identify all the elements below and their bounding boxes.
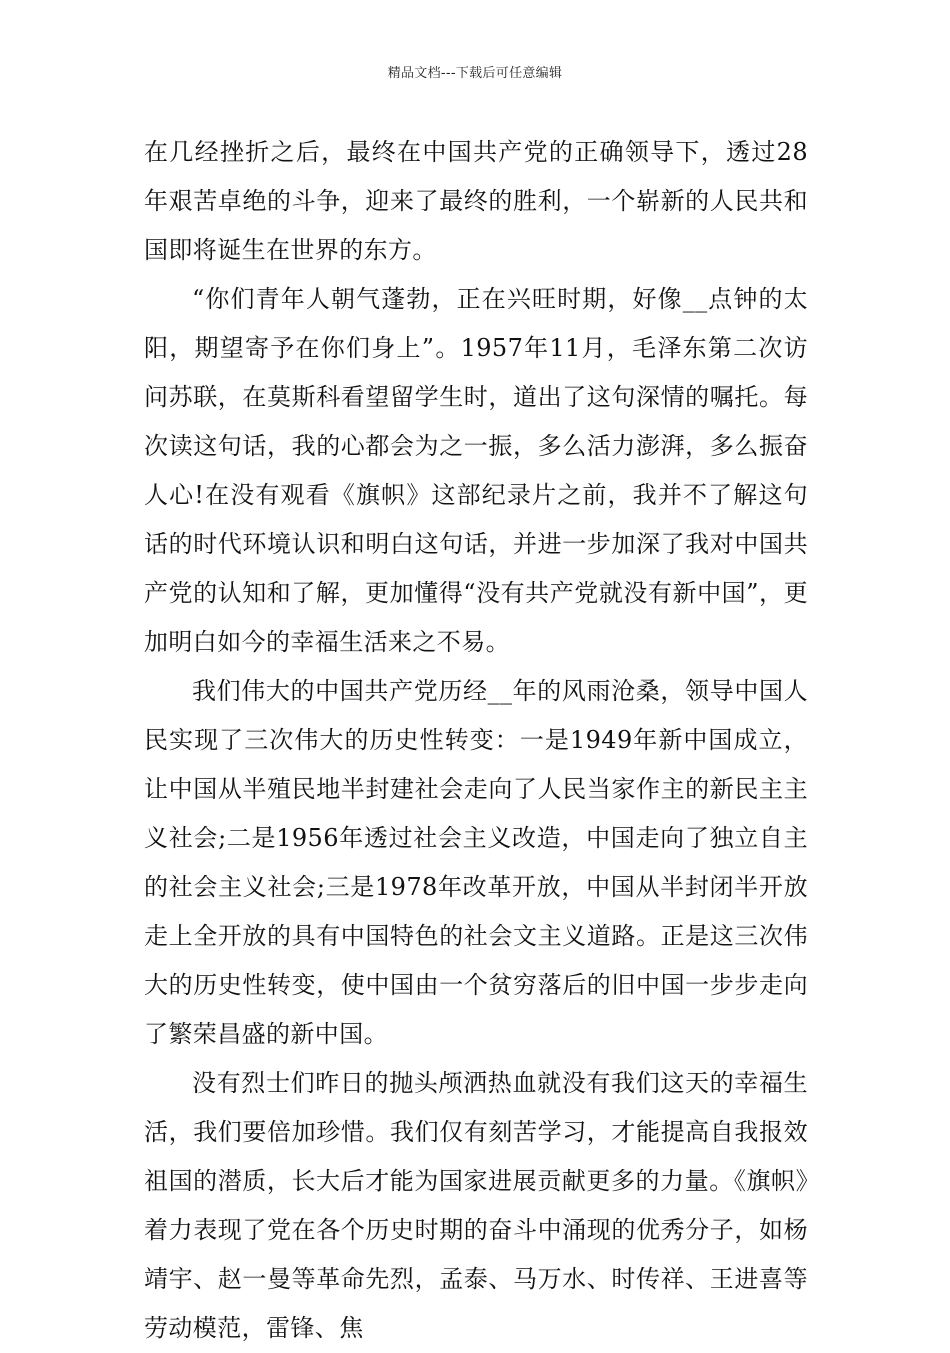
page-header: 精品文档---下载后可任意编辑 [387,66,563,81]
document-body [144,128,808,1353]
paragraph-4: 没有烈士们昨日的抛头颅洒热血就没有我们这天的幸福生活，我们要倍加珍惜。我们仅有刻苦学习，才能提高自我报效祖国的潜质，长大后才能为国家进展贡献更多的力量。《旗帜》着力表现了党在各个历史时期的奋斗中涌现的优秀分子，如杨靖宇、赵一曼等革命先烈，孟泰、马万水、时传祥、王进喜等劳动模范，雷锋、焦 [144,1069,808,1342]
paragraph-3: 我们伟大的中国共产党历经__年的风雨沧桑，领导中国人民实现了三次伟大的历史性转变：一是1949年新中国成立，让中国从半殖民地半封建社会走向了人民当家作主的新民主主义社会;二是1956年透过社会主义改造，中国走向了独立自主的社会主义社会;三是1978年改革开放，中国从半封闭半开放走上全开放的具有中国特色的社会文主义道路。正是这三次伟大的历史性转变，使中国由一个贫穷落后的旧中国一步步走向了繁荣昌盛的新中国。 [144,677,808,1048]
paragraph-1: 在几经挫折之后，最终在中国共产党的正确领导下，透过28年艰苦卓绝的斗争，迎来了最终的胜利，一个崭新的人民共和国即将诞生在世界的东方。 [144,138,808,264]
paragraph-2: “你们青年人朝气蓬勃，正在兴旺时期，好像__点钟的太阳，期望寄予在你们身上”。1957年11月，毛泽东第二次访问苏联，在莫斯科看望留学生时，道出了这句深情的嘱托。每次读这句话，我的心都会为之一振，多么活力澎湃，多么振奋人心!在没有观看《旗帜》这部纪录片之前，我并不了解这句话的时代环境认识和明白这句话，并进一步加深了我对中国共产党的认知和了解，更加懂得“没有共产党就没有新中国”，更加明白如今的幸福生活来之不易。 [144,285,808,656]
